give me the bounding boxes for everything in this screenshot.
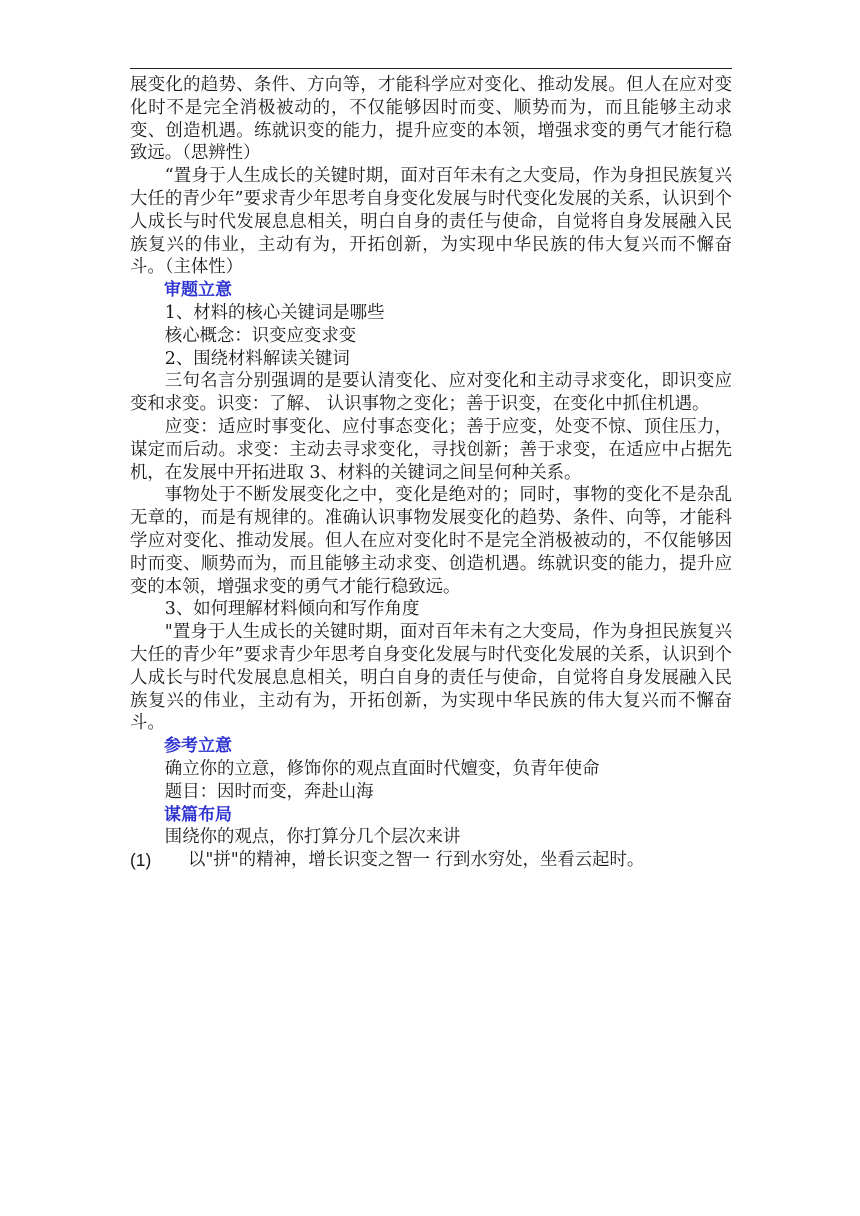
document-body — [130, 74, 732, 872]
question-keywords: 1、材料的核心关键词是哪些 — [164, 302, 385, 323]
paragraph-three-quotes: 三句名言分别强调的是要认清变化、应对变化和主动寻求变化，即识变应变和求变。识变：了解、 认识事物之变化；善于识变，在变化中抓住机遇。 — [130, 371, 732, 415]
paragraph-subjectivity: “置身于人生成长的关键时期，面对百年未有之大变局，作为身担民族复兴大任的青少年”要求青少年思考自身变化发展与时代变化发展的关系，认识到个人成长与时代发展息息相关，明白自身的责任与使命，自觉将自身发展融入民族复兴的伟业，主动有为，开拓创新，为实现中华民族的伟大复兴而不懈奋斗。（主体性） — [130, 166, 732, 278]
paragraph-adapt-seek: 应变：适应时事变化、应付事态变化；善于应变，处变不惊、顶住压力，谋定而后动。求变：主动去寻求变化，寻找创新；善于求变，在适应中占据先机，在发展中开拓进取 3、材料的关键词之间呈何种关系。 — [130, 416, 732, 483]
paragraph-relationship: 事物处于不断发展变化之中，变化是绝对的；同时，事物的变化不是杂乱无章的，而是有规律的。准确认识事物发展变化的趋势、条件、向等，才能科学应对变化、推动发展。但人在应对变化时不是完全消极被动的，不仅能够因时而变、顺势而为，而且能够主动求变、创造机遇。练就识变的能力，提升应变的本领，增强求变的勇气才能行稳致远。 — [130, 485, 732, 597]
header-rule — [130, 68, 732, 69]
plan-line: 围绕你的观点，你打算分几个层次来讲 — [164, 827, 461, 848]
heading-structure: 谋篇布局 — [164, 804, 232, 825]
core-concept: 核心概念：识变应变求变 — [164, 325, 357, 346]
list-item-number: (1) — [130, 850, 152, 871]
paragraph-dialectic: 展变化的趋势、条件、方向等，才能科学应对变化、推动发展。但人在应对变化时不是完全消极被动的，不仅能够因时而变、顺势而为，而且能够主动求变、创造机遇。练就识变的能力，提升应变的本领，增强求变的勇气才能行稳致远。（思辨性） — [130, 75, 732, 164]
heading-reference-stance: 参考立意 — [164, 736, 232, 757]
list-item — [130, 849, 732, 872]
question-interpret: 2、围绕材料解读关键词 — [164, 348, 350, 369]
paragraph-youth: "置身于人生成长的关键时期，面对百年未有之大变局，作为身担民族复兴大任的青少年”要求青少年思考自身变化发展与时代变化发展的关系，认识到个人成长与时代发展息息相关，明白自身的责任与使命，自觉将自身发展融入民族复兴的伟业，主动有为，开拓创新，为实现中华民族的伟大复兴而不懈奋斗。 — [130, 622, 732, 734]
heading-topic-analysis: 审题立意 — [164, 280, 232, 301]
list-item-text: 以"拼"的精神，增长识变之智一 行到水穷处，坐看云起时。 — [188, 850, 645, 871]
essay-title: 题目：因时而变，奔赴山海 — [164, 781, 374, 802]
question-tendency: 3、如何理解材料倾向和写作角度 — [164, 599, 420, 620]
stance-line: 确立你的立意，修饰你的观点直面时代嬗变，负青年使命 — [164, 758, 600, 779]
